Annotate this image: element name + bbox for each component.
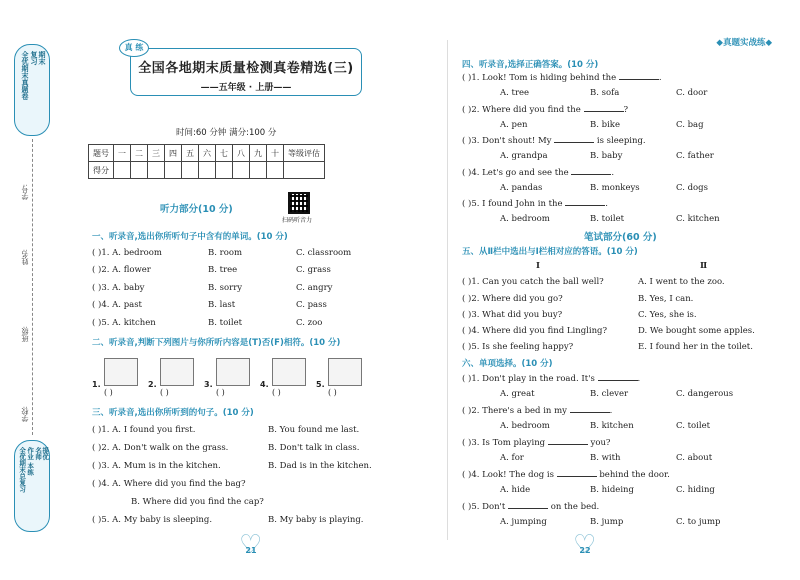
section-5-heading: 五、从Ⅱ栏中选出与Ⅰ栏相对应的答语。(10 分) [462,247,638,257]
answer-paren[interactable]: ( ) [216,388,225,397]
student-number-label: 学号: [21,184,29,201]
s4-q5-a: A. bedroom [500,214,550,224]
page-number-right: ♡ 22 [572,543,598,563]
score-input-cell[interactable] [250,162,267,179]
spine-bottom-text-1: 提优 [41,447,50,460]
s4-q4-a: A. pandas [500,183,543,193]
zhen-lian-badge: 真 练 [119,39,149,57]
score-table-header-row [89,145,325,162]
pic-num: 2. [148,380,157,389]
s4-q4-c: C. dogs [676,183,708,193]
spine-bottom-text-3: 作业 本练 [26,447,35,476]
s5-q4: ( )4. Where did you find Lingling? [462,326,608,336]
score-cell: 题号 [89,145,114,162]
s3-q1-b: B. You found me last. [268,425,360,435]
section-6-heading: 六、单项选择。(10 分) [462,359,553,369]
s6-q5-a: A. jumping [500,517,547,527]
answer-blank[interactable] [565,198,605,206]
spine-bottom-badge [14,440,50,532]
s4-q3-c: C. father [676,151,714,161]
score-cell: 一 [114,145,131,162]
time-score-info: 时间:60 分钟 满分:100 分 [176,128,277,138]
s1-q4-b: B. last [208,300,236,310]
s5-q1: ( )1. Can you catch the ball well? [462,277,604,287]
s6-q3-c: C. about [676,453,713,463]
s6-q2-a: A. bedroom [500,421,550,431]
sofa-picture-icon [104,358,138,386]
score-cell: 十 [267,145,284,162]
corner-tag: ◆真题实战练◆ [716,38,772,48]
answer-paren[interactable]: ( ) [328,388,337,397]
score-cell: 六 [199,145,216,162]
door-picture-icon [328,358,362,386]
s6-q2-c: C. toilet [676,421,711,431]
s1-q1-c: C. classroom [296,248,352,258]
s6-q4-a: A. hide [500,485,531,495]
s1-q2-b: B. tree [208,265,238,275]
score-input-cell[interactable] [114,162,131,179]
written-section-title: 笔试部分(60 分) [584,232,657,243]
s1-q3: ( )3. A. baby [92,283,145,293]
qr-label: 扫码听音力 [282,217,313,224]
s4-q1-b: B. sofa [590,88,620,98]
cut-line [32,139,33,435]
spine-top-text-2: 复习 [30,51,39,65]
score-input-cell[interactable] [131,162,148,179]
s6-q5-c: C. to jump [676,517,721,527]
s4-q3: ( )3. Don't shout! My is sleeping. [462,136,646,146]
s1-q2-c: C. grass [296,265,331,275]
score-input-cell[interactable] [216,162,233,179]
s1-q5-b: B. toilet [208,318,243,328]
s3-q2-b: B. Don't talk in class. [268,443,360,453]
s3-q3: ( )3. A. Mum is in the kitchen. [92,461,221,471]
spine-top-text-1: 期末 [38,51,47,65]
s4-q4-b: B. monkeys [590,183,640,193]
s1-q4: ( )4. A. past [92,300,142,310]
s6-q2: ( )2. There's a bed in my . [462,406,613,416]
score-input-cell[interactable] [148,162,165,179]
s6-q2-b: B. kitchen [590,421,634,431]
score-table-score-row [89,162,325,179]
score-cell: 九 [250,145,267,162]
answer-blank[interactable] [570,405,610,413]
spine-bottom-text-4: 全优期末总复习 [18,447,27,493]
spine-top-text-3: 全优期末真题卷 [21,51,30,100]
s4-q1: ( )1. Look! Tom is hiding behind the . [462,73,662,83]
s4-q2-a: A. pen [500,120,528,130]
s5-a-c: C. Yes, she is. [638,310,697,320]
s6-q1-c: C. dangerous [676,389,734,399]
s5-q3: ( )3. What did you buy? [462,310,563,320]
s5-a-e: E. I found her in the toilet. [638,342,753,352]
s3-q1: ( )1. A. I found you first. [92,425,196,435]
s4-q2-c: C. bag [676,120,704,130]
s1-q5-c: C. zoo [296,318,323,328]
answer-blank[interactable] [571,167,611,175]
score-cell: 二 [131,145,148,162]
exam-title: 全国各地期末质量检测真卷精选(三) [138,61,354,76]
s6-q4-c: C. hiding [676,485,715,495]
name-label: 姓名: [21,249,29,266]
s5-a-a: A. I went to the zoo. [638,277,725,287]
s3-q4-b: B. Where did you find the cap? [131,497,264,507]
page-divider [447,40,448,540]
s4-q4: ( )4. Let's go and see the . [462,168,615,178]
bathroom-picture-icon [160,358,194,386]
s6-q1-b: B. clever [590,389,629,399]
pic-num: 5. [316,380,325,389]
s5-q2: ( )2. Where did you go? [462,294,563,304]
s6-q3-b: B. with [590,453,621,463]
answer-paren[interactable]: ( ) [160,388,169,397]
s5-a-d: D. We bought some apples. [638,326,755,336]
qr-code[interactable] [288,192,310,214]
answer-paren[interactable]: ( ) [272,388,281,397]
s6-q3-a: A. for [500,453,524,463]
picture-row [92,358,412,398]
score-cell: 五 [182,145,199,162]
s3-q3-b: B. Dad is in the kitchen. [268,461,372,471]
class-label: 班级: [21,326,29,343]
s4-q5-c: C. kitchen [676,214,720,224]
answer-blank[interactable] [619,72,659,80]
s1-q3-b: B. sorry [208,283,243,293]
score-cell: 八 [233,145,250,162]
s4-q5: ( )5. I found John in the . [462,199,608,209]
score-table [88,144,325,179]
s4-q2-b: B. bike [590,120,620,130]
answer-blank[interactable] [554,135,594,143]
spine-bottom-text-2: 名师 [34,447,43,460]
listening-section-title: 听力部分(10 分) [160,204,233,215]
grade-label: ——五年级 · 上册—— [200,83,292,93]
score-cell: 四 [165,145,182,162]
score-input-cell[interactable] [199,162,216,179]
s4-q2: ( )2. Where did you find the ? [462,105,629,115]
answer-paren[interactable]: ( ) [104,388,113,397]
s4-q3-a: A. grandpa [500,151,548,161]
s1-q3-c: C. angry [296,283,333,293]
column-2-label: Ⅱ [700,261,708,271]
s6-q1: ( )1. Don't play in the road. It's . [462,374,641,384]
section-3-heading: 三、听录音,选出你所听到的句子。(10 分) [92,408,254,418]
score-input-cell[interactable] [267,162,284,179]
s3-q4: ( )4. A. Where did you find the bag? [92,479,246,489]
s5-a-b: B. Yes, I can. [638,294,694,304]
s4-q5-b: B. toilet [590,214,625,224]
score-input-cell[interactable] [233,162,250,179]
s1-q4-c: C. pass [296,300,327,310]
school-label: 学校: [21,406,29,423]
section-2-heading: 二、听录音,判断下列图片与你所听内容是(T)否(F)相符。(10 分) [92,338,341,348]
s6-q1-a: A. great [500,389,535,399]
s6-q5-b: B. jump [590,517,624,527]
s1-q1: ( )1. A. bedroom [92,248,162,258]
score-input-cell[interactable] [284,162,325,179]
section-4-heading: 四、听录音,选择正确答案。(10 分) [462,60,599,70]
s6-q4: ( )4. Look! The dog is behind the door. [462,470,670,480]
s3-q2: ( )2. A. Don't walk on the grass. [92,443,229,453]
page-number-left: ♡ 21 [238,543,264,563]
s4-q3-b: B. baby [590,151,623,161]
answer-blank[interactable] [548,437,588,445]
pic-num: 4. [260,380,269,389]
s1-q2: ( )2. A. flower [92,265,151,275]
s6-q5: ( )5. Don't on the bed. [462,502,600,512]
family-picture-icon [216,358,250,386]
s3-q5: ( )5. A. My baby is sleeping. [92,515,213,525]
s5-q5: ( )5. Is she feeling happy? [462,342,574,352]
s1-q5: ( )5. A. kitchen [92,318,156,328]
s4-q1-c: C. door [676,88,708,98]
answer-blank[interactable] [508,501,548,509]
pic-num: 3. [204,380,213,389]
title-box [124,42,362,96]
section-1-heading: 一、听录音,选出你所听句子中含有的单词。(10 分) [92,232,288,242]
score-cell: 三 [148,145,165,162]
column-1-label: Ⅰ [536,261,540,271]
answer-blank[interactable] [598,373,638,381]
tree-picture-icon [272,358,306,386]
score-input-cell[interactable] [182,162,199,179]
s4-q1-a: A. tree [500,88,530,98]
spine-top-badge [14,44,50,136]
s1-q1-b: B. room [208,248,243,258]
answer-blank[interactable] [557,469,597,477]
score-cell: 七 [216,145,233,162]
s3-q5-b: B. My baby is playing. [268,515,364,525]
score-cell: 等级评估 [284,145,325,162]
s6-q3: ( )3. Is Tom playing you? [462,438,611,448]
score-input-cell[interactable] [165,162,182,179]
left-spine [6,44,58,564]
s6-q4-b: B. hideing [590,485,634,495]
pic-num: 1. [92,380,101,389]
answer-blank[interactable] [584,104,624,112]
score-label-cell: 得分 [89,162,114,179]
